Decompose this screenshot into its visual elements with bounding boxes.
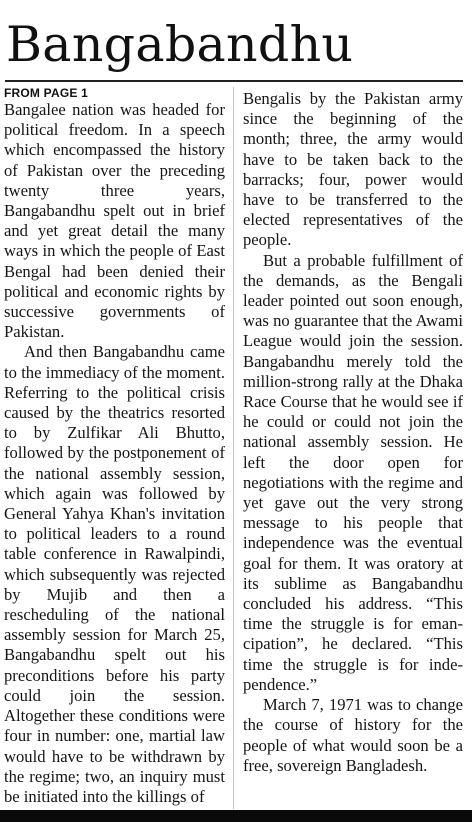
continuation-kicker: FROM PAGE 1 — [4, 86, 88, 100]
article-paragraph: Bengalis by the Pakistan army since the beginning of the month; three, the army would have to be taken back to the barracks; four, power would have to be transferred to the elected representatives of the people. — [243, 89, 463, 250]
article-column-left — [4, 87, 225, 807]
headline-rule — [5, 80, 463, 82]
article-paragraph: March 7, 1971 was to change the course of history for the people of what would soon be a free, sovereign Bangladesh. — [243, 695, 463, 775]
page-bottom-edge — [0, 810, 472, 822]
article-column-right — [243, 89, 463, 776]
article-paragraph: And then Bangabandhu came to the immediacy of the moment. Referring to the political crisis caused by the theatrics resorted to by Zulfikar Ali Bhutto, followed by the postponement of the national assembly session, which again was followed by General Yahya Khan's invitation to political leaders to a round table conference in Rawalpindi, which subsequently was rejected by Mujib and then a rescheduling of the national assembly session for March 25, Bangabandhu spelt out his preconditions before his party could join the session. Altogether these conditions were four in number: one, martial law would have to be withdrawn by the regime; two, an inquiry must be initiated into the killings of — [4, 342, 225, 806]
article-paragraph: But a probable fulfillment of the demands, as the Bengali leader pointed out soon enough, was no guarantee that the Awami League would join the session. Bangabandhu merely told the million-strong rally at the Dhaka Race Course that he would see if he could or could not join the national assembly session. He left the door open for negotiations with the regime and yet gave out the very strong message to his people that independence was the eventual goal for them. It was oratory at its sublime as Bangabandhu concluded his address. “This time the struggle is for emancipation”, he declared. “This time the struggle is for independence.” — [243, 250, 463, 694]
headline: Bangabandhu — [6, 16, 354, 73]
article-paragraph: Bangalee nation was headed for political freedom. In a speech which encompassed the history of Pakistan over the preceding twenty three years, Bangabandhu spelt out in brief and yet great detail the many ways in which the people of East Bengal had been denied their political and economic rights by successive governments of Pakistan. — [4, 100, 225, 342]
column-divider — [233, 87, 234, 809]
